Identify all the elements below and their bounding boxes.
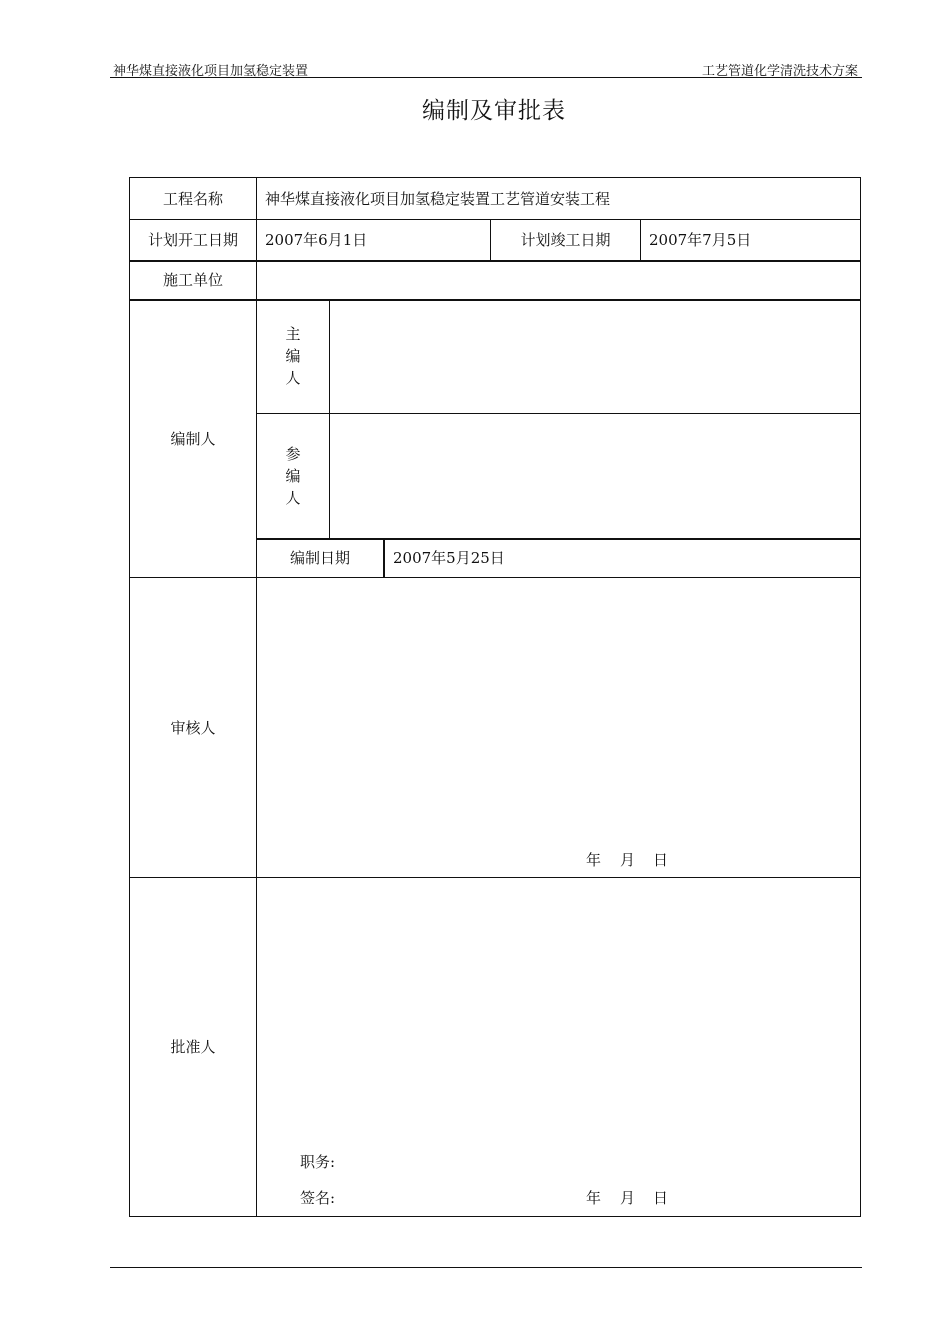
compiler-label: 编制人 <box>170 429 216 448</box>
approval-form-table <box>129 177 861 1217</box>
page-title: 编制及审批表 <box>422 98 566 124</box>
header-rule <box>110 77 862 78</box>
co-editor-char: 参 <box>285 444 301 463</box>
approver-date-month: 月 <box>620 1189 636 1207</box>
construction-unit-value <box>257 260 860 299</box>
project-name-value: 神华煤直接液化项目加氢稳定装置工艺管道安装工程 <box>265 190 611 208</box>
chief-editor-value <box>330 299 860 413</box>
reviewer-date-month: 月 <box>620 851 636 869</box>
chief-editor-label <box>257 299 329 413</box>
co-editor-label <box>257 413 329 538</box>
compile-date-label: 编制日期 <box>289 549 350 567</box>
approver-date-day: 日 <box>653 1189 669 1207</box>
reviewer-label: 审核人 <box>170 718 216 737</box>
project-name-label: 工程名称 <box>162 190 223 208</box>
approver-date-year: 年 <box>586 1189 602 1207</box>
co-editor-value <box>330 413 860 538</box>
chief-editor-char: 编 <box>285 347 301 365</box>
chief-editor-char: 人 <box>285 369 301 387</box>
plan-start-label: 计划开工日期 <box>147 231 238 249</box>
plan-end-label: 计划竣工日期 <box>520 231 611 249</box>
co-editor-char: 编 <box>285 466 301 485</box>
approver-signature-label: 签名: <box>300 1189 336 1207</box>
header-right-text: 工艺管道化学清洗技术方案 <box>701 64 858 79</box>
footer-rule <box>110 1267 862 1268</box>
co-editor-char: 人 <box>285 488 301 507</box>
plan-end-value: 2007年7月5日 <box>649 231 752 249</box>
approver-label: 批准人 <box>170 1038 216 1056</box>
construction-unit-label: 施工单位 <box>162 271 223 289</box>
chief-editor-char: 主 <box>285 325 301 343</box>
approver-position-label: 职务: <box>300 1153 336 1171</box>
header-left-text: 神华煤直接液化项目加氢稳定装置 <box>113 64 309 79</box>
plan-start-value: 2007年6月1日 <box>265 231 368 249</box>
compile-date-value: 2007年5月25日 <box>393 549 505 567</box>
reviewer-date-day: 日 <box>653 851 669 869</box>
reviewer-date-year: 年 <box>586 851 602 869</box>
